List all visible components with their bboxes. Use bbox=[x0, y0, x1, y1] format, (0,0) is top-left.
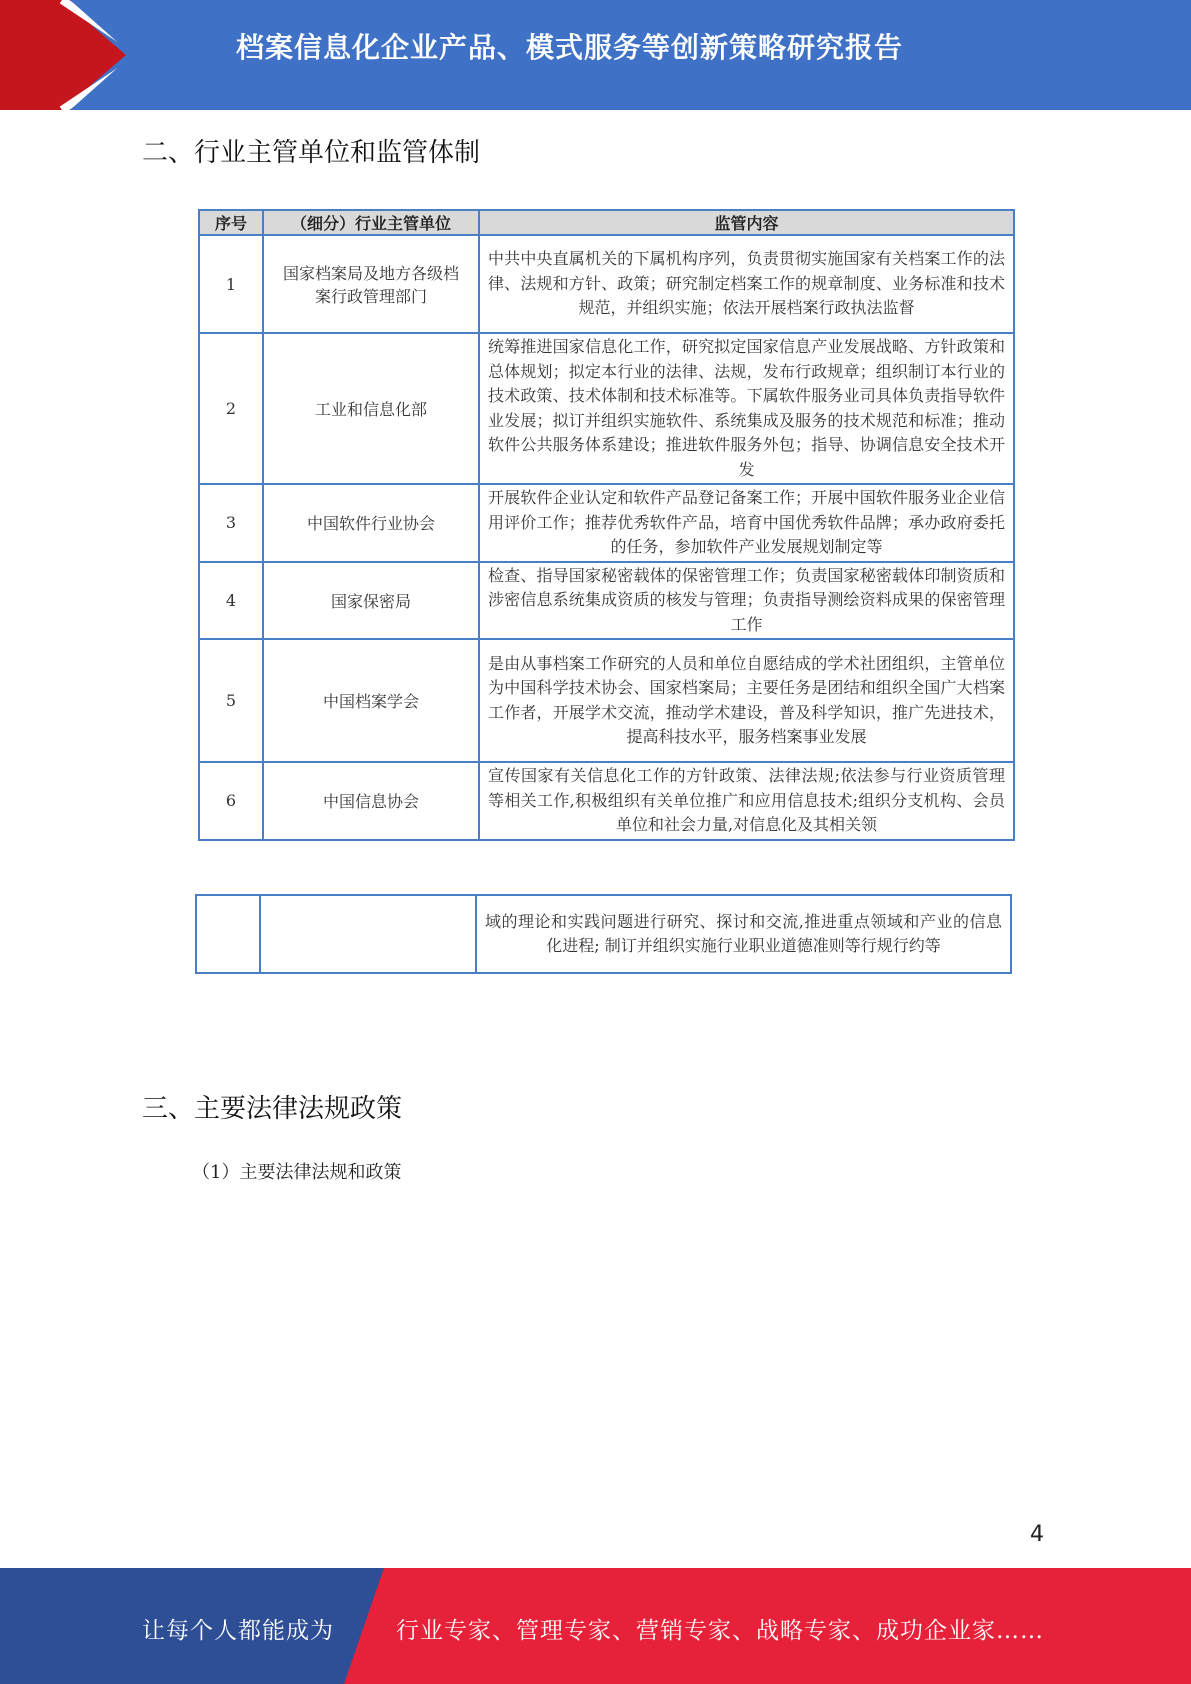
header-banner bbox=[0, 0, 1191, 110]
row-unit: 中国档案学会 bbox=[263, 639, 479, 762]
row-no: 6 bbox=[199, 762, 263, 840]
row-no: 4 bbox=[199, 562, 263, 640]
col-header-unit: （细分）行业主管单位 bbox=[263, 210, 479, 235]
section-heading-regulators: 二、行业主管单位和监管体制 bbox=[142, 138, 481, 168]
row-unit: 中国信息协会 bbox=[263, 762, 479, 840]
section-heading-laws: 三、主要法律法规政策 bbox=[142, 1094, 403, 1124]
footer-slogan-right: 行业专家、管理专家、营销专家、战略专家、成功企业家…… bbox=[396, 1618, 1044, 1644]
row-content: 宣传国家有关信息化工作的方针政策、法律法规;依法参与行业资质管理等相关工作,积极组织有关单位推广和应用信息技术;组织分支机构、会员单位和社会力量,对信息化及其相关领 bbox=[479, 762, 1014, 840]
footer-slogan-left: 让每个人都能成为 bbox=[142, 1618, 334, 1644]
row-no bbox=[196, 895, 260, 973]
row-unit: 国家档案局及地方各级档案行政管理部门 bbox=[263, 235, 479, 333]
row-no: 3 bbox=[199, 484, 263, 562]
row-no: 5 bbox=[199, 639, 263, 762]
chevron-arrow-icon bbox=[0, 0, 160, 110]
table-row bbox=[199, 639, 1014, 762]
table-header-row bbox=[199, 210, 1014, 235]
row-unit bbox=[260, 895, 476, 973]
row-unit: 工业和信息化部 bbox=[263, 333, 479, 484]
report-title: 档案信息化企业产品、模式服务等创新策略研究报告 bbox=[236, 31, 904, 64]
col-header-content: 监管内容 bbox=[479, 210, 1014, 235]
row-content: 是由从事档案工作研究的人员和单位自愿结成的学术社团组织，主管单位为中国科学技术协会、国家档案局；主要任务是团结和组织全国广大档案工作者，开展学术交流，推动学术建设，普及科学知识，推广先进技术，提高科技水平，服务档案事业发展 bbox=[479, 639, 1014, 762]
subsection-heading-laws: （1）主要法律法规和政策 bbox=[192, 1162, 402, 1183]
footer-banner bbox=[0, 1568, 1191, 1684]
page-number: 4 bbox=[1030, 1522, 1044, 1547]
row-no: 1 bbox=[199, 235, 263, 333]
table-row bbox=[199, 762, 1014, 840]
regulator-table-continued bbox=[195, 894, 1012, 974]
table-row bbox=[199, 484, 1014, 562]
row-content: 中共中央直属机关的下属机构序列，负责贯彻实施国家有关档案工作的法律、法规和方针、政策；研究制定档案工作的规章制度、业务标准和技术规范，并组织实施；依法开展档案行政执法监督 bbox=[479, 235, 1014, 333]
table-row bbox=[196, 895, 1011, 973]
table-row bbox=[199, 235, 1014, 333]
col-header-no: 序号 bbox=[199, 210, 263, 235]
table-row bbox=[199, 333, 1014, 484]
row-content: 统筹推进国家信息化工作，研究拟定国家信息产业发展战略、方针政策和总体规划；拟定本行业的法律、法规，发布行政规章；组织制订本行业的技术政策、技术体制和技术标准等。下属软件服务业司具体负责指导软件业发展；拟订并组织实施软件、系统集成及服务的技术规范和标准；推动软件公共服务体系建设；推进软件服务外包；指导、协调信息安全技术开发 bbox=[479, 333, 1014, 484]
row-no: 2 bbox=[199, 333, 263, 484]
row-content: 检查、指导国家秘密载体的保密管理工作；负责国家秘密载体印制资质和涉密信息系统集成资质的核发与管理；负责指导测绘资料成果的保密管理工作 bbox=[479, 562, 1014, 640]
regulator-table bbox=[198, 209, 1015, 841]
row-unit: 中国软件行业协会 bbox=[263, 484, 479, 562]
row-content: 域的理论和实践问题进行研究、探讨和交流,推进重点领域和产业的信息化进程; 制订并组织实施行业职业道德准则等行规行约等 bbox=[476, 895, 1011, 973]
table-row bbox=[199, 562, 1014, 640]
row-unit: 国家保密局 bbox=[263, 562, 479, 640]
row-content: 开展软件企业认定和软件产品登记备案工作；开展中国软件服务业企业信用评价工作；推荐优秀软件产品，培育中国优秀软件品牌；承办政府委托的任务，参加软件产业发展规划制定等 bbox=[479, 484, 1014, 562]
